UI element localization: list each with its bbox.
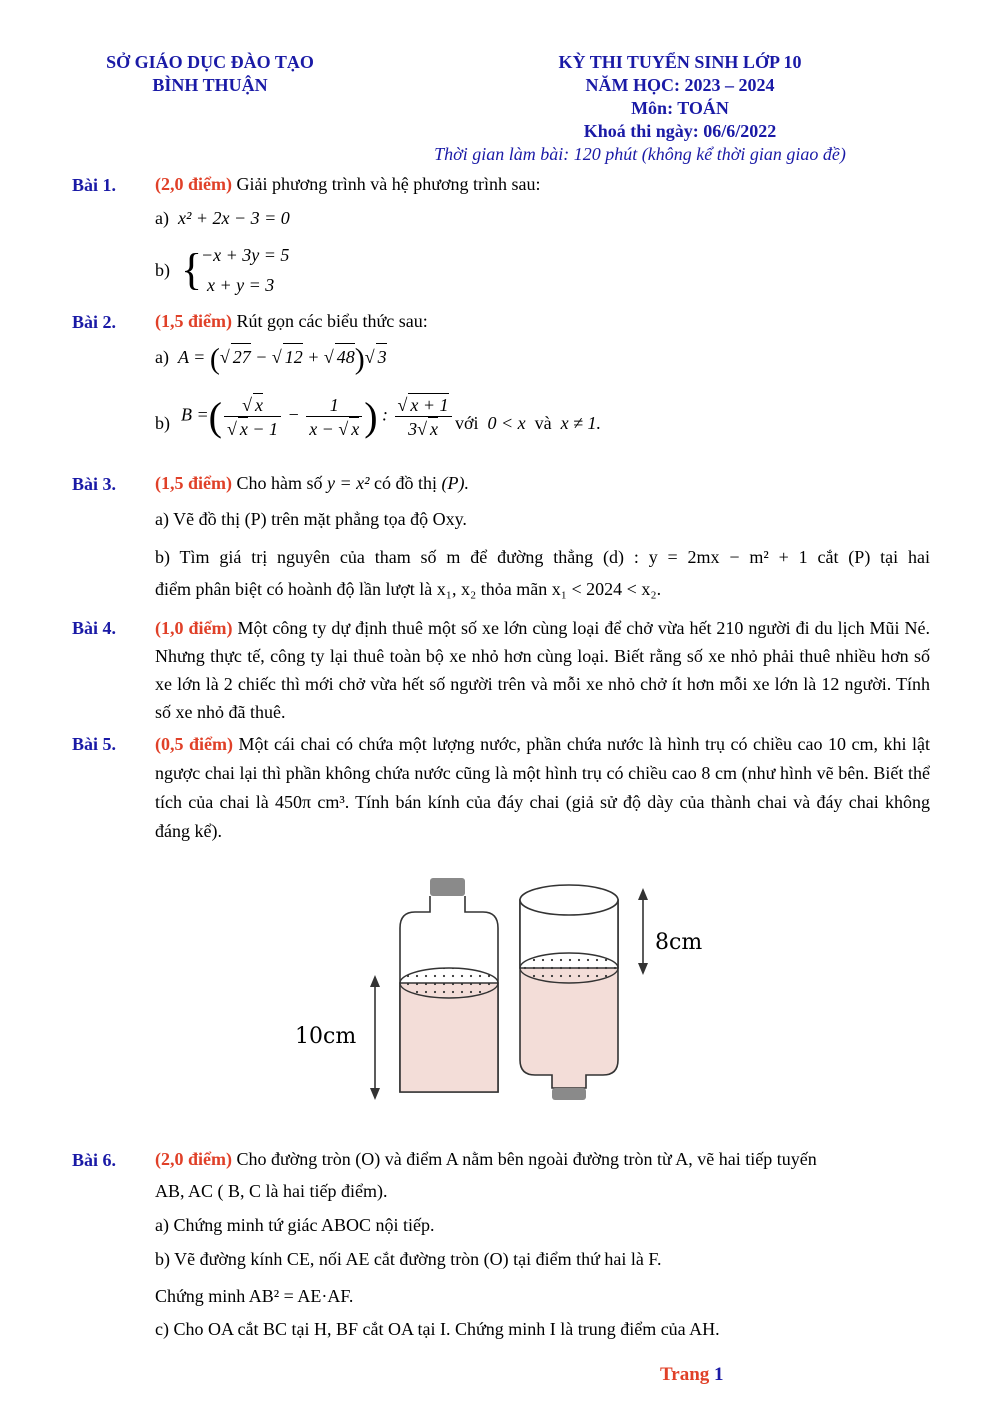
bai2-b-expression: B =( $\frac{√ x}{√ x - 1}$ − $\frac{1}{x - √ x}$ ) : $\frac{√ x + 1}{3√ x}$ <box>181 393 454 440</box>
bai6-points: (2,0 điểm) <box>155 1149 232 1169</box>
bai6-c: c) Cho OA cắt BC tại H, BF cắt OA tại I. Chứng minh I là trung điểm của AH. <box>155 1319 720 1339</box>
bai2-a-label: a) <box>155 347 169 367</box>
bai2-b-condition: với 0 < x và x ≠ 1. <box>455 413 602 433</box>
exam-title: KỲ THI TUYỂN SINH LỚP 10 <box>558 52 802 72</box>
bai3-label: Bài 3. <box>72 474 117 494</box>
page-word: Trang <box>660 1364 710 1385</box>
school-year: NĂM HỌC: 2023 – 2024 <box>585 75 775 95</box>
bottle-figure <box>280 870 720 1110</box>
exam-duration: Thời gian làm bài: 120 phút (không kể thời gian giao đề) <box>434 144 846 164</box>
bai4-points: (1,0 điểm) <box>155 618 233 638</box>
bai1-b-eq1: −x + 3y = 5 <box>201 245 290 265</box>
bai2-a <box>155 342 387 376</box>
bai6-label: Bài 6. <box>72 1150 117 1170</box>
bai3-points: (1,5 điểm) <box>155 473 232 493</box>
bai2-text: Rút gọn các biểu thức sau: <box>231 311 428 331</box>
height-arrow-8cm <box>638 888 648 975</box>
bai5-body <box>155 730 930 846</box>
bai5-points: (0,5 điểm) <box>155 734 234 754</box>
bai1-b-label: b) <box>155 260 170 280</box>
bai1-a-equation: x² + 2x − 3 = 0 <box>177 208 290 228</box>
bai1-a-label: a) <box>155 208 169 228</box>
bai1-b-brace: { <box>181 245 203 294</box>
bai1-label: Bài 1. <box>72 175 117 195</box>
upright-bottle <box>400 878 498 1092</box>
upright-bottle-water <box>400 983 498 1092</box>
bai3-b-line1: b) Tìm giá trị nguyên của tham số m để đường thẳng (d) : y = 2mx − m² + 1 cắt (P) tại hai <box>155 547 930 567</box>
bai2-b-label: b) <box>155 413 170 433</box>
bai3-a: a) Vẽ đồ thị (P) trên mặt phẳng tọa độ Oxy. <box>155 509 467 529</box>
bai4-body <box>155 614 930 726</box>
bai5-label: Bài 5. <box>72 734 117 754</box>
bai6-line1: (2,0 điểm) Cho đường tròn (O) và điểm A nằm bên ngoài đường tròn từ A, vẽ hai tiếp tuyến <box>155 1149 817 1169</box>
inverted-bottle-cap <box>552 1088 586 1100</box>
bai3-intro: (1,5 điểm) Cho hàm số y = x² có đồ thị (P). <box>155 473 470 493</box>
province-name: BÌNH THUẬN <box>152 75 268 95</box>
bai2-label: Bài 2. <box>72 312 117 332</box>
page-number: 1 <box>714 1364 724 1385</box>
bai6-b2: Chứng minh AB² = AE·AF. <box>155 1286 354 1306</box>
inverted-bottle-top <box>520 885 618 915</box>
bai4-label: Bài 4. <box>72 618 117 638</box>
bai1-b-eq2: x + y = 3 <box>207 275 275 295</box>
bai6-line2: AB, AC ( B, C là hai tiếp điểm). <box>155 1181 388 1201</box>
bai3-graph: (P). <box>441 473 470 493</box>
bai3-b-line2: điểm phân biệt có hoành độ lần lượt là x₁, x₂ thỏa mãn x₁ < 2024 < x₂. <box>155 579 662 599</box>
bai5-text: Một cái chai có chứa một lượng nước, phần chứa nước là hình trụ có chiều cao 10 cm, khi lật ngược chai lại thì phần không chứa nước cũng là một hình trụ có chiều cao 8 cm (như hình vẽ bên. Biết thể tích của chai là 450π cm³. Tính bán kính của đáy chai (giả sử độ dày của thành chai và đáy chai không đáng kể). <box>155 734 931 841</box>
label-8cm: 8cm <box>655 930 703 955</box>
bai1-points: (2,0 điểm) <box>155 174 232 194</box>
exam-date: Khoá thi ngày: 06/6/2022 <box>583 121 777 141</box>
bai1-intro <box>155 171 935 198</box>
bai4-text: Một công ty dự định thuê một số xe lớn cùng loại để chở vừa hết 210 người đi du lịch Mũi Né. Nhưng thực tế, công ty lại thuê toàn bộ xe nhỏ hơn cùng loại. Biết rằng số xe nhỏ phải thuê nhiều hơn số xe lớn là 2 chiếc thì mới chở vừa hết số người trên và mỗi xe nhỏ chở ít hơn mỗi xe lớn là 12 người. Tính số xe nhỏ đã thuê. <box>155 618 931 722</box>
page-footer <box>660 1364 724 1386</box>
bai3-function: y = x² <box>327 473 370 493</box>
inverted-bottle-water-surface <box>520 953 618 983</box>
bai2-points: (1,5 điểm) <box>155 311 232 331</box>
subject: Môn: TOÁN <box>631 98 729 118</box>
bai2-a-expression: A = (√ 27 − √ 12 + √ 48)√ 3 <box>177 342 387 376</box>
bai1-b <box>155 244 455 304</box>
bai1-text: Giải phương trình và hệ phương trình sau: <box>231 174 541 194</box>
bai2-b <box>155 393 955 453</box>
bai2-intro <box>155 308 935 335</box>
height-arrow-10cm <box>370 975 380 1100</box>
inverted-bottle <box>520 885 618 1100</box>
dept-name: SỞ GIÁO DỤC ĐÀO TẠO <box>106 52 314 72</box>
bai6-a: a) Chứng minh tứ giác ABOC nội tiếp. <box>155 1215 435 1235</box>
upright-bottle-water-surface <box>400 968 498 998</box>
label-10cm: 10cm <box>295 1024 357 1049</box>
upright-bottle-cap <box>430 878 465 896</box>
bai6-b: b) Vẽ đường kính CE, nối AE cắt đường tròn (O) tại điểm thứ hai là F. <box>155 1249 662 1269</box>
bai1-a <box>155 205 290 232</box>
